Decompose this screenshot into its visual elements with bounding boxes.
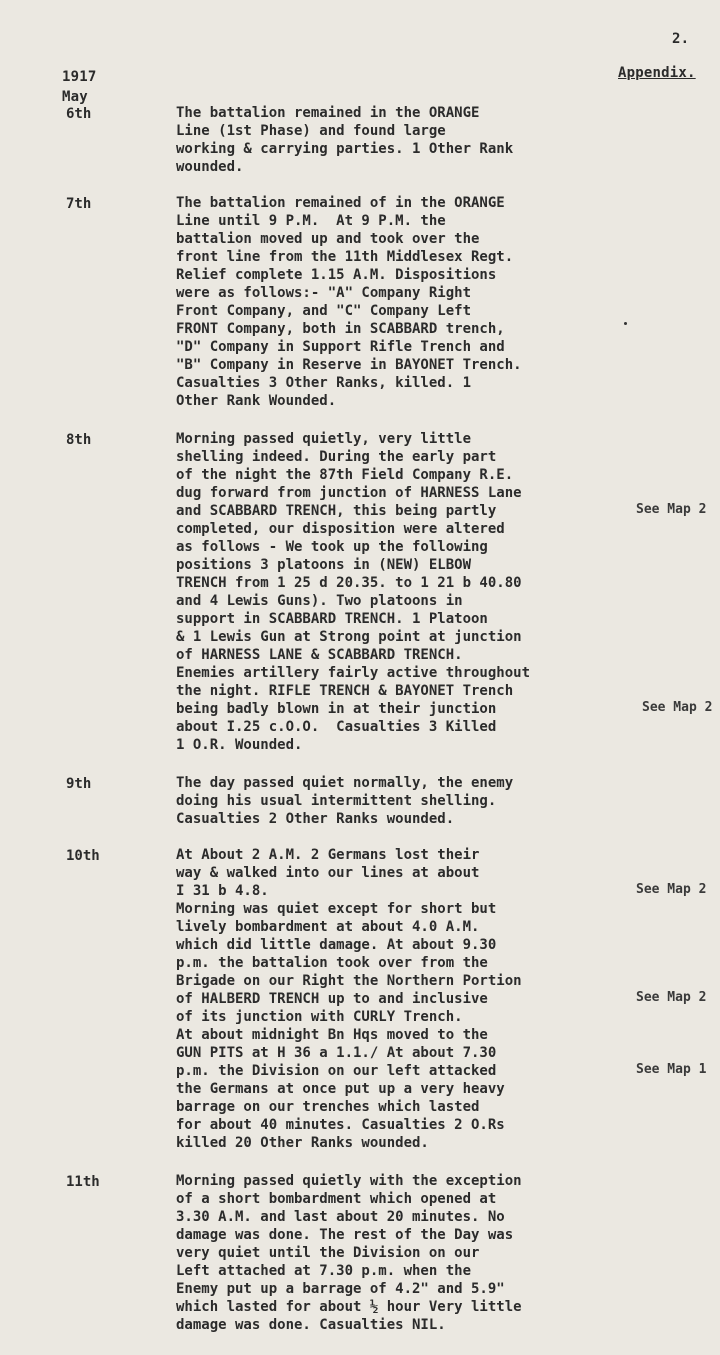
entry-line: The battalion remained of in the ORANGE: [176, 195, 505, 211]
entry-line: 1 O.R. Wounded.: [176, 737, 303, 753]
entry-line: Casualties 2 Other Ranks wounded.: [176, 811, 455, 827]
entry-line: Morning passed quietly, very little: [176, 431, 472, 447]
entry-line: doing his usual intermittent shelling.: [176, 793, 497, 809]
entry-line: for about 40 minutes. Casualties 2 O.Rs: [176, 1117, 505, 1133]
entry-line: p.m. the battalion took over from the: [176, 955, 488, 971]
entry-line: Brigade on our Right the Northern Portion: [176, 973, 522, 989]
entry-line: positions 3 platoons in (NEW) ELBOW: [176, 557, 472, 573]
entry-line: Enemy put up a barrage of 4.2" and 5.9": [176, 1281, 505, 1297]
entry-date: 8th: [66, 432, 92, 448]
month-heading: May: [62, 89, 88, 105]
entry-line: damage was done. The rest of the Day was: [176, 1227, 514, 1243]
entry-line: Front Company, and "C" Company Left: [176, 303, 472, 319]
entry-line: Line until 9 P.M. At 9 P.M. the: [176, 213, 446, 229]
entry-line: p.m. the Division on our left attacked: [176, 1063, 497, 1079]
entry-line: killed 20 Other Ranks wounded.: [176, 1135, 429, 1151]
entry-line: shelling indeed. During the early part: [176, 449, 497, 465]
entry-date: 9th: [66, 776, 92, 792]
entry-line: Relief complete 1.15 A.M. Dispositions: [176, 267, 497, 283]
entry-line: barrage on our trenches which lasted: [176, 1099, 480, 1115]
entry-line: and 4 Lewis Guns). Two platoons in: [176, 593, 463, 609]
entry-line: & 1 Lewis Gun at Strong point at junction: [176, 629, 522, 645]
entry-line: At About 2 A.M. 2 Germans lost their: [176, 847, 480, 863]
entry-line: I 31 b 4.8.: [176, 883, 269, 899]
entry-line: being badly blown in at their junction: [176, 701, 497, 717]
entry-line: way & walked into our lines at about: [176, 865, 480, 881]
entry-line: of HALBERD TRENCH up to and inclusive: [176, 991, 488, 1007]
entry-line: TRENCH from 1 25 d 20.35. to 1 21 b 40.80: [176, 575, 522, 591]
entry-line: Enemies artillery fairly active throughout: [176, 665, 531, 681]
entry-line: the night. RIFLE TRENCH & BAYONET Trench: [176, 683, 514, 699]
entry-line: about I.25 c.O.O. Casualties 3 Killed: [176, 719, 497, 735]
entry-line: The day passed quiet normally, the enemy: [176, 775, 514, 791]
entry-line: "B" Company in Reserve in BAYONET Trench.: [176, 357, 522, 373]
page-number: 2.: [672, 31, 690, 47]
entry-line: were as follows:- "A" Company Right: [176, 285, 472, 301]
entry-line: Other Rank Wounded.: [176, 393, 337, 409]
entry-line: of its junction with CURLY Trench.: [176, 1009, 463, 1025]
entry-line: which lasted for about ½ hour Very little: [176, 1299, 522, 1315]
entry-line: Line (1st Phase) and found large: [176, 123, 446, 139]
map-reference-note: See Map 2: [636, 882, 707, 897]
ink-dot: [624, 322, 627, 325]
entry-line: Morning was quiet except for short but: [176, 901, 497, 917]
entry-line: battalion moved up and took over the: [176, 231, 480, 247]
entry-line: 3.30 A.M. and last about 20 minutes. No: [176, 1209, 505, 1225]
entry-line: completed, our disposition were altered: [176, 521, 505, 537]
map-reference-note: See Map 2: [636, 990, 707, 1005]
entry-line: At about midnight Bn Hqs moved to the: [176, 1027, 488, 1043]
entry-line: support in SCABBARD TRENCH. 1 Platoon: [176, 611, 488, 627]
entry-line: dug forward from junction of HARNESS Lane: [176, 485, 522, 501]
entry-line: front line from the 11th Middlesex Regt.: [176, 249, 514, 265]
entry-date: 6th: [66, 106, 92, 122]
entry-line: of a short bombardment which opened at: [176, 1191, 497, 1207]
entry-line: of HARNESS LANE & SCABBARD TRENCH.: [176, 647, 463, 663]
entry-line: working & carrying parties. 1 Other Rank: [176, 141, 514, 157]
entry-line: the Germans at once put up a very heavy: [176, 1081, 505, 1097]
entry-line: Morning passed quietly with the exception: [176, 1173, 522, 1189]
entry-line: GUN PITS at H 36 a 1.1./ At about 7.30: [176, 1045, 497, 1061]
entry-line: Casualties 3 Other Ranks, killed. 1: [176, 375, 472, 391]
entry-line: which did little damage. At about 9.30: [176, 937, 497, 953]
entry-line: of the night the 87th Field Company R.E.: [176, 467, 514, 483]
map-reference-note: See Map 2: [636, 502, 707, 517]
entry-line: lively bombardment at about 4.0 A.M.: [176, 919, 480, 935]
entry-line: The battalion remained in the ORANGE: [176, 105, 480, 121]
entry-line: "D" Company in Support Rifle Trench and: [176, 339, 505, 355]
appendix-label: Appendix.: [618, 65, 696, 81]
entry-line: as follows - We took up the following: [176, 539, 488, 555]
entry-line: FRONT Company, both in SCABBARD trench,: [176, 321, 505, 337]
entry-date: 11th: [66, 1174, 100, 1190]
entry-line: wounded.: [176, 159, 244, 175]
entry-line: Left attached at 7.30 p.m. when the: [176, 1263, 472, 1279]
entry-date: 7th: [66, 196, 92, 212]
entry-line: and SCABBARD TRENCH, this being partly: [176, 503, 497, 519]
entry-date: 10th: [66, 848, 100, 864]
map-reference-note: See Map 1: [636, 1062, 707, 1077]
entry-line: very quiet until the Division on our: [176, 1245, 480, 1261]
map-reference-note: See Map 2: [642, 700, 713, 715]
entry-line: damage was done. Casualties NIL.: [176, 1317, 446, 1333]
year-heading: 1917: [62, 69, 97, 85]
